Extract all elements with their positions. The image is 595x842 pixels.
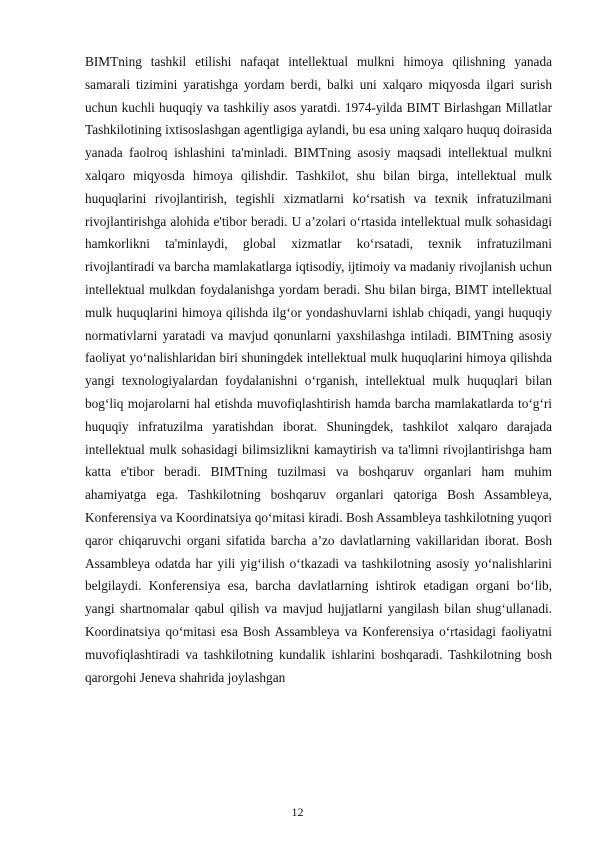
body-paragraph: BIMTning tashkil etilishi nafaqat intellektual mulkni himoya qilishning yanada samarali tizimini yaratishga yordam berdi, balki uni xalqaro miqyosda ilgari surish uchun kuchli huquqiy va tashkiliy asos yaratdi. 1974-yilda BIMT Birlashgan Millatlar Tashkilotining ixtisoslashgan agentligiga aylandi, bu esa uning xalqaro huquq doirasida yanada faolroq ishlashini ta'minladi. BIMTning asosiy maqsadi intellektual mulkni xalqaro miqyosda himoya qilishdir. Tashkilot, shu bilan birga, intellektual mulk huquqlarini rivojlantirish, tegishli xizmatlarni ko‘rsatish va texnik infratuzilmani rivojlantirishga alohida e'tibor beradi. U a’zolari o‘rtasida intellektual mulk sohasidagi hamkorlikni ta'minlaydi, global xizmatlar ko‘rsatadi, texnik infratuzilmani rivojlantiradi va barcha mamlakatlarga iqtisodiy, ijtimoiy va madaniy rivojlanish uchun intellektual mulkdan foydalanishga yordam beradi. Shu bilan birga, BIMT intellektual mulk huquqlarini himoya qilishda ilg‘or yondashuvlarni ishlab chiqadi, yangi huquqiy normativlarni yaratadi va mavjud qonunlarni yaxshilashga intiladi. BIMTning asosiy faoliyat yo‘nalishlaridan biri shuningdek intellektual mulk huquqlarini himoya qilishda yangi texnologiyalardan foydalanishni o‘rganish, intellektual mulk huquqlari bilan bog‘liq mojarolarni hal etishda muvofiqlashtirish hamda barcha mamlakatlarda to‘g‘ri huquqiy infratuzilma yaratishdan iborat. Shuningdek, tashkilot xalqaro darajada intellektual mulk sohasidagi bilimsizlikni kamaytirish va ta'limni rivojlantirishga ham katta e'tibor beradi. BIMTning tuzilmasi va boshqaruv organlari ham muhim ahamiyatga ega. Tashkilotning boshqaruv organlari qatoriga Bosh Assambleya, Konferensiya va Koordinatsiya qo‘mitasi kiradi. Bosh Assambleya tashkilotning yuqori qaror chiqaruvchi organi sifatida barcha a’zo davlatlarning vakillaridan iborat. Bosh Assambleya odatda har yili yig‘ilish o‘tkazadi va tashkilotning asosiy yo‘nalishlarini belgilaydi. Konferensiya esa, barcha davlatlarning ishtirok etadigan organi bo‘lib, yangi shartnomalar qabul qilish va mavjud hujjatlarni yangilash bilan shug‘ullanadi. Koordinatsiya qo‘mitasi esa Bosh Assambleya va Konferensiya o‘rtasidagi faoliyatni muvofiqlashtiradi va tashkilotning kundalik ishlarini boshqaradi. Tashkilotning bosh qarorgohi Jeneva shahrida joylashgan: [85, 54, 552, 685]
page-number: 12: [291, 805, 304, 819]
